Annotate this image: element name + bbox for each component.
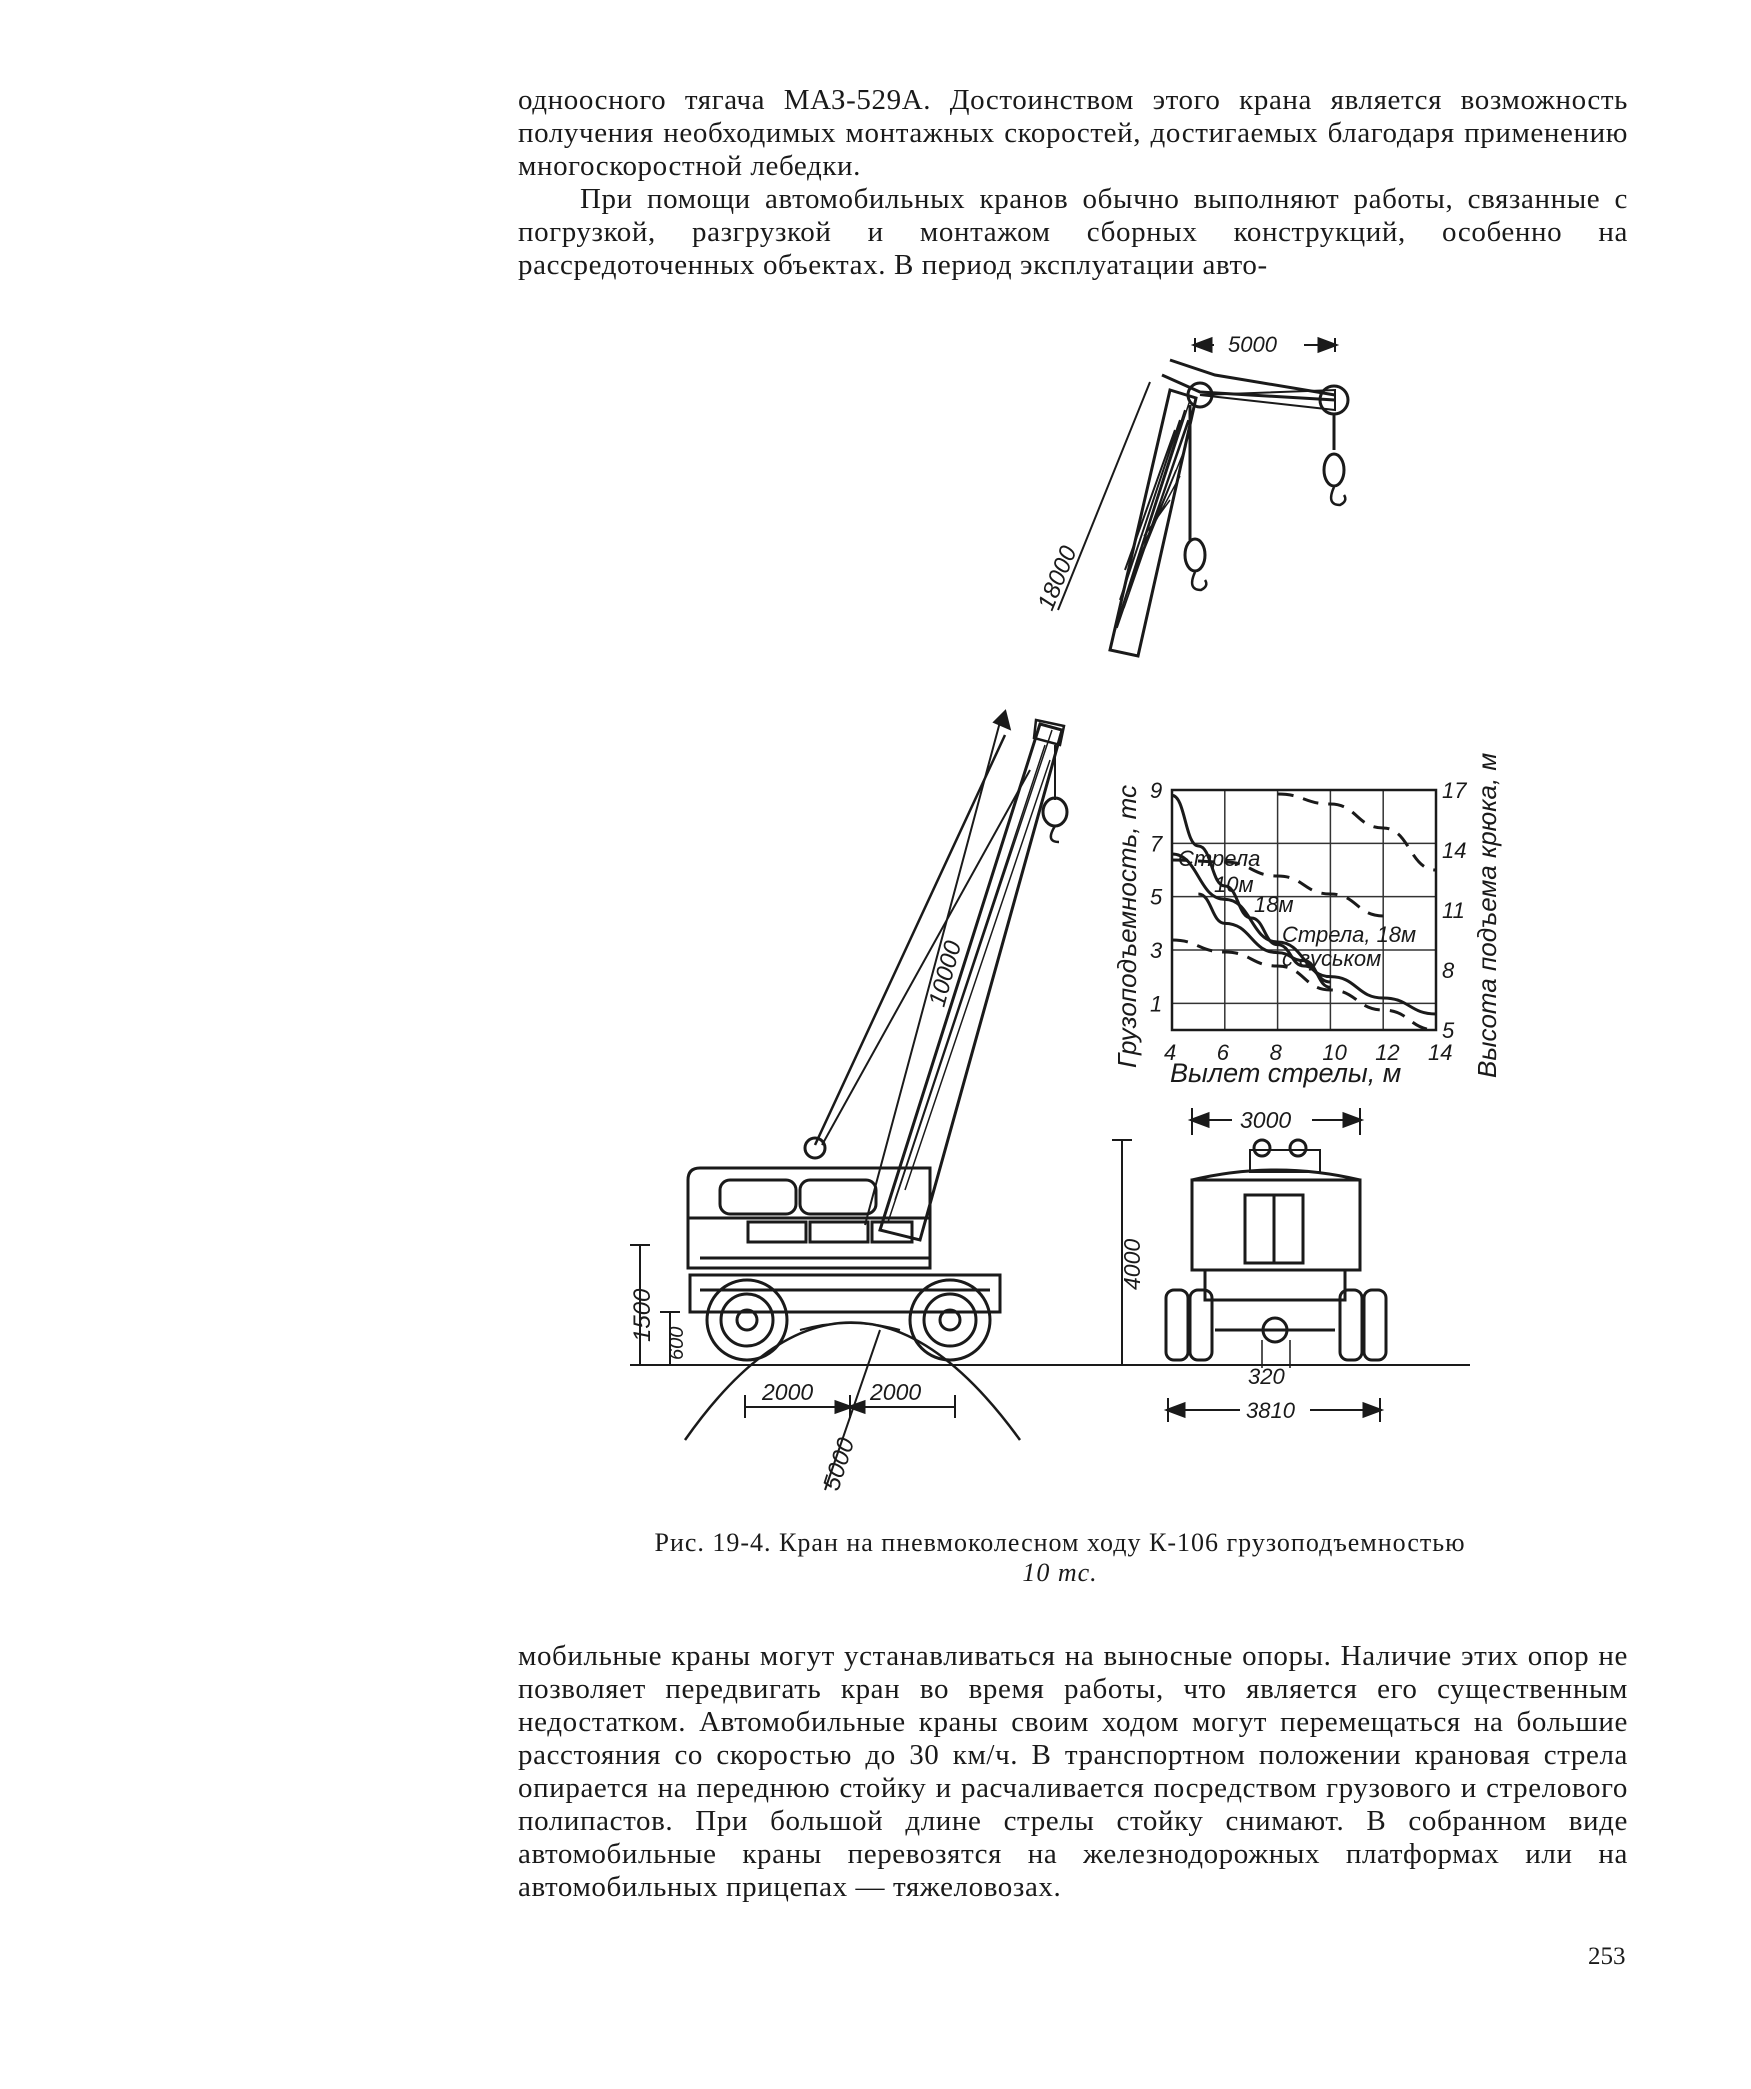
chart-x-tick: 6 xyxy=(1216,1040,1230,1065)
chart-annotation: Стрела xyxy=(1178,846,1261,871)
dim-label: 3000 xyxy=(1240,1107,1292,1133)
jib-boom-drawing xyxy=(1058,338,1348,656)
chart-annotation: 18м xyxy=(1254,892,1294,917)
dim-label: 2000 xyxy=(870,1379,922,1405)
chart-y-tick: 5 xyxy=(1150,884,1163,910)
crane-side-view xyxy=(630,712,1470,1490)
chart-annotation: с гуськом xyxy=(1282,946,1382,971)
dim-label: 2000 xyxy=(762,1379,814,1405)
chart-y2-tick: 17 xyxy=(1442,778,1467,803)
chart-y-tick: 7 xyxy=(1150,831,1163,857)
chart-x-tick: 12 xyxy=(1375,1040,1400,1065)
dim-label: 4000 xyxy=(1119,1238,1145,1290)
dim-label: 320 xyxy=(1248,1364,1285,1389)
figure-caption xyxy=(560,1528,1560,1588)
page-number: 253 xyxy=(1588,1943,1626,1970)
paragraph: мобильные краны могут устанавливаться на выносные опоры. Наличие этих опор не позволяет передвигать кран во время работы, что является его существенным недостатком. Автомобильные краны своим ходом могут перемещаться на большие расстояния со скоростью до 30 км/ч. В транспортном положении крановая стрела опирается на переднюю стойку и расчаливается посредством грузового и стрелового полипастов. При большой длине стрелы стойку снимают. В собранном виде автомобильные краны перевозятся на железнодорожных платформах или на автомобильных прицепах — тяжеловозах. xyxy=(518,1640,1628,1903)
chart-x-tick: 14 xyxy=(1428,1040,1453,1065)
caption-line: 10 тс. xyxy=(1022,1558,1098,1587)
chart-y2-tick: 8 xyxy=(1442,958,1455,983)
chart-y-tick: 1 xyxy=(1150,991,1163,1017)
chart-y-tick: 9 xyxy=(1150,778,1163,803)
chart-series-line-3 xyxy=(1278,794,1436,870)
bottom-text xyxy=(518,1640,1628,1904)
caption-line: Рис. 19-4. Кран на пневмоколесном ходу К-106 грузоподъемностью xyxy=(654,1528,1466,1557)
paragraph: При помощи автомобильных кранов обычно выполняют работы, связанные с погрузкой, разгрузкой и монтажом сборных конструкций, особенно на рассредоточенных объектах. В период эксплуатации авто- xyxy=(518,183,1628,281)
chart-y2-tick: 11 xyxy=(1442,898,1465,923)
chart-y2-tick: 5 xyxy=(1442,1018,1455,1043)
chart-xlabel: Вылет стрелы, м xyxy=(1170,1058,1402,1088)
chart-ylabel-left: Грузоподъемность, тс xyxy=(1112,784,1142,1068)
dim-label: 10000 xyxy=(923,938,968,1010)
chart-annotation: 10м xyxy=(1214,872,1254,897)
dim-label: 5000 xyxy=(1228,332,1277,357)
chart-x-tick: 4 xyxy=(1164,1040,1177,1065)
chart-ylabel-right: Высота подъема крюка, м xyxy=(1472,752,1502,1078)
chart-annotation: Стрела, 18м xyxy=(1282,922,1417,947)
chart-y-tick: 3 xyxy=(1150,938,1163,963)
dim-label: 1500 xyxy=(629,1288,656,1342)
paragraph: одноосного тягача МАЗ-529А. Достоинством этого крана является возможность получения необходимых монтажных скоростей, достигаемых благодаря применению многоскоростной лебедки. xyxy=(518,84,1628,182)
chart-y2-tick: 14 xyxy=(1442,838,1467,863)
dim-label: 18000 xyxy=(1032,542,1083,615)
dim-label: 600 xyxy=(666,1326,688,1360)
dim-label: 3810 xyxy=(1246,1398,1295,1423)
dim-label: 5000 xyxy=(818,1434,861,1494)
chart-x-tick: 8 xyxy=(1269,1040,1282,1065)
chart-x-tick: 10 xyxy=(1322,1040,1347,1065)
